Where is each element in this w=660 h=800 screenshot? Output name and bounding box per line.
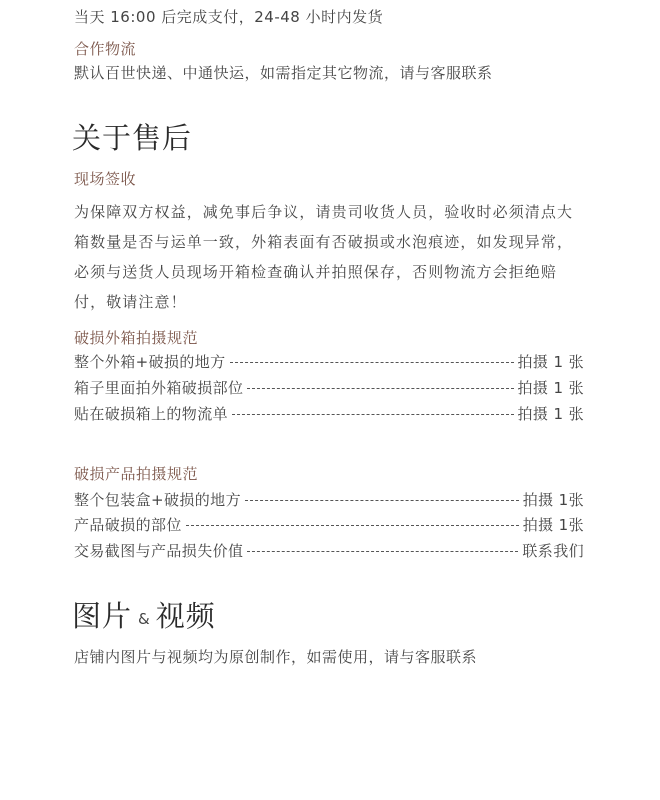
product-spec-label: 交易截图与产品损失价值 [74, 541, 244, 560]
product-spec-value: 拍摄 1张 [522, 490, 584, 509]
box-spec-value: 拍摄 1 张 [517, 404, 584, 423]
box-spec-value: 拍摄 1 张 [517, 378, 584, 397]
product-spec-row [74, 488, 584, 510]
media-heading-videos: 视频 [155, 599, 216, 633]
media-copyright-text: 店铺内图片与视频均为原创制作，如需使用，请与客服联系 [74, 648, 478, 666]
dashed-leader [186, 525, 519, 526]
box-spec-label: 整个外箱+破损的地方 [74, 352, 226, 371]
box-spec-label: 箱子里面拍外箱破损部位 [74, 378, 244, 397]
dashed-leader [247, 388, 513, 389]
logistics-text: 默认百世快递、中通快运，如需指定其它物流，请与客服联系 [74, 64, 493, 82]
logistics-heading: 合作物流 [74, 40, 137, 58]
after-sales-heading: 关于售后 [72, 121, 193, 155]
media-heading [72, 594, 216, 635]
box-spec-value: 拍摄 1 张 [517, 352, 584, 371]
dashed-leader [232, 414, 514, 415]
sign-on-site-text: 为保障双方权益，减免事后争议，请贵司收货人员，验收时必须清点大箱数量是否与运单一致，外箱表面有否破损或水泡痕迹，如发现异常，必须与送货人员现场开箱检查确认并拍照保存，否则物流方会拒绝赔付，敬请注意！ [74, 203, 574, 311]
product-spec-value: 拍摄 1张 [522, 515, 584, 534]
box-spec-row [74, 376, 584, 398]
product-spec-label: 整个包装盒+破损的地方 [74, 490, 241, 509]
box-spec-label: 贴在破损箱上的物流单 [74, 404, 229, 423]
media-heading-amp: & [138, 610, 150, 628]
dashed-leader [245, 500, 519, 501]
box-photo-spec-heading: 破损外箱拍摄规范 [74, 329, 199, 347]
product-spec-row [74, 513, 584, 535]
box-spec-row [74, 350, 584, 372]
shipping-time-text: 当天 16:00 后完成支付，24-48 小时内发货 [74, 8, 384, 26]
product-spec-label: 产品破损的部位 [74, 515, 182, 534]
dashed-leader [247, 551, 518, 552]
sign-on-site-heading: 现场签收 [74, 170, 137, 188]
box-spec-row [74, 402, 584, 424]
media-heading-images: 图片 [72, 599, 133, 633]
product-photo-spec-heading: 破损产品拍摄规范 [74, 465, 199, 483]
dashed-leader [230, 362, 514, 363]
product-spec-value: 联系我们 [522, 541, 584, 560]
product-spec-row [74, 539, 584, 561]
